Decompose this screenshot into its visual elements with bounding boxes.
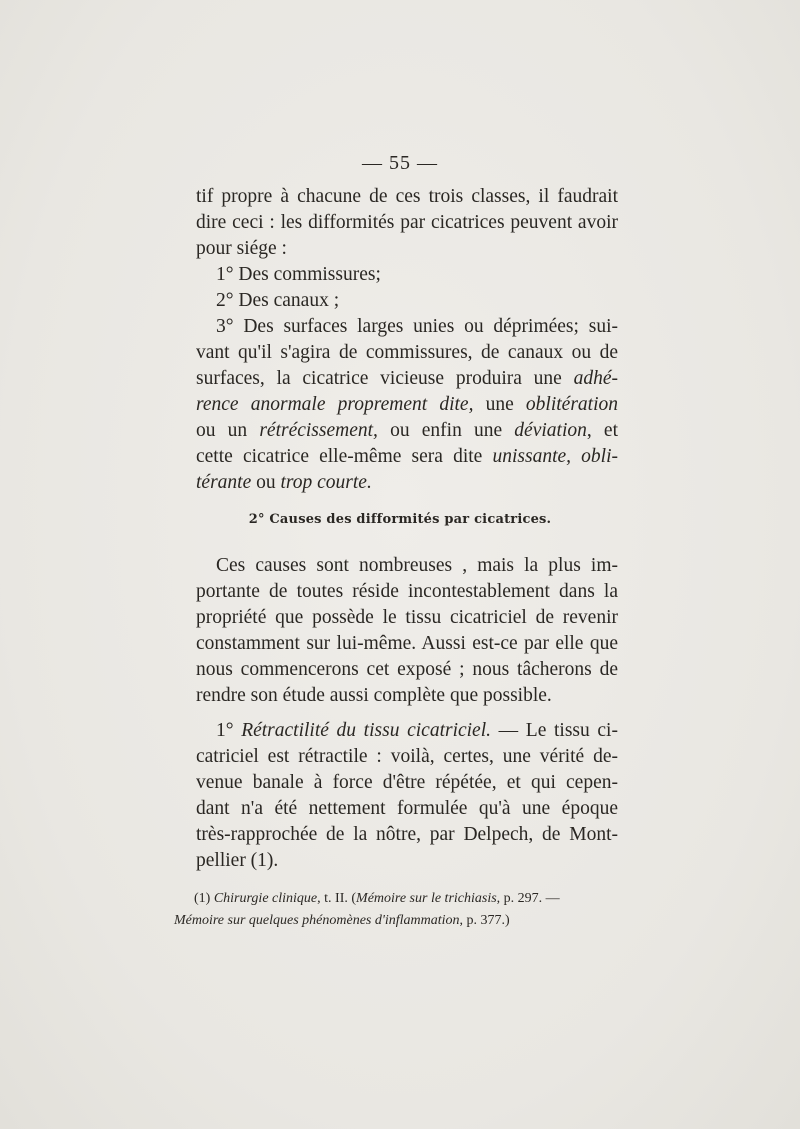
text-line: rendre son étude aussi complète que possible. bbox=[196, 685, 552, 706]
text-span: , p. 377.) bbox=[459, 913, 510, 928]
italic-term: Mémoire sur le trichiasis bbox=[356, 891, 497, 906]
text-line: dire ceci : les difformités par cicatrices peuvent avoir bbox=[196, 212, 618, 233]
text-line: propriété que possède le tissu cicatriciel de revenir bbox=[196, 607, 618, 628]
text-line bbox=[196, 392, 618, 418]
text-line bbox=[196, 718, 618, 744]
text-span: — Le tissu ci- bbox=[491, 720, 618, 741]
text-line: portante de toutes réside incontestablement dans la bbox=[196, 581, 618, 602]
text-span: , p. 297. — bbox=[496, 891, 560, 906]
text-line: Ces causes sont nombreuses , mais la plus im- bbox=[216, 555, 618, 576]
footnote-line bbox=[174, 888, 614, 910]
text-span: cette cicatrice elle-même sera dite bbox=[196, 446, 493, 467]
text-line: tif propre à chacune de ces trois classes, il faudrait bbox=[196, 186, 618, 207]
text-line bbox=[196, 366, 618, 392]
italic-term: adhé- bbox=[573, 368, 618, 389]
footnote bbox=[174, 888, 614, 932]
text-span: surfaces, la cicatrice vicieuse produira une bbox=[196, 368, 574, 389]
text-span: ou un bbox=[196, 420, 260, 441]
text-line: nous commencerons cet exposé ; nous tâcherons de bbox=[196, 659, 618, 680]
italic-term: térante bbox=[196, 472, 252, 493]
text-line: pour siége : bbox=[196, 238, 287, 259]
text-line bbox=[196, 444, 618, 470]
paragraph-classes bbox=[196, 184, 618, 496]
italic-term: oblitération bbox=[525, 394, 618, 415]
page-number: — 55 — bbox=[362, 152, 438, 174]
paragraph-causes bbox=[196, 553, 618, 709]
text-line: venue banale à force d'être répétée, et qui cepen- bbox=[196, 772, 618, 793]
italic-term: Mémoire sur quelques phénomènes d'inflammation bbox=[174, 913, 460, 928]
text-line bbox=[196, 470, 618, 496]
text-line: constamment sur lui-même. Aussi est-ce par elle que bbox=[196, 633, 618, 654]
section-heading: 2° Causes des difformités par cicatrices. bbox=[248, 512, 552, 527]
italic-term: déviation bbox=[514, 420, 587, 441]
text-line: très-rapprochée de la nôtre, par Delpech, de Mont- bbox=[196, 824, 618, 845]
text-span: , et bbox=[586, 420, 618, 441]
italic-term: unissante, obli- bbox=[492, 446, 618, 467]
text-span: (1) bbox=[194, 891, 214, 906]
text-line bbox=[196, 418, 618, 444]
text-span: une bbox=[473, 394, 526, 415]
text-span: ou bbox=[251, 472, 281, 493]
paragraph-retractility bbox=[196, 718, 618, 874]
text-span: ou enfin une bbox=[377, 420, 515, 441]
footnote-line bbox=[174, 910, 614, 932]
italic-term: rence anormale proprement dite, bbox=[196, 394, 474, 415]
text-span: , t. II. ( bbox=[317, 891, 357, 906]
list-item-surfaces: 3° Des surfaces larges unies ou déprimées; sui- bbox=[216, 316, 618, 337]
list-item-canaux: 2° Des canaux ; bbox=[216, 290, 340, 311]
text-line: dant n'a été nettement formulée qu'à une époque bbox=[196, 798, 618, 819]
text-line: vant qu'il s'agira de commissures, de canaux ou de bbox=[196, 342, 618, 363]
text-line: pellier (1). bbox=[196, 850, 279, 871]
list-item-commissures: 1° Des commissures; bbox=[216, 264, 381, 285]
italic-term: Chirurgie clinique bbox=[213, 891, 318, 906]
text-span: 1° bbox=[216, 720, 242, 741]
italic-term: rétrécissement, bbox=[259, 420, 378, 441]
italic-term: Rétractilité du tissu cicatriciel. bbox=[241, 720, 492, 741]
italic-term: trop courte. bbox=[280, 472, 372, 493]
text-line: catriciel est rétractile : voilà, certes, une vérité de- bbox=[196, 746, 618, 767]
